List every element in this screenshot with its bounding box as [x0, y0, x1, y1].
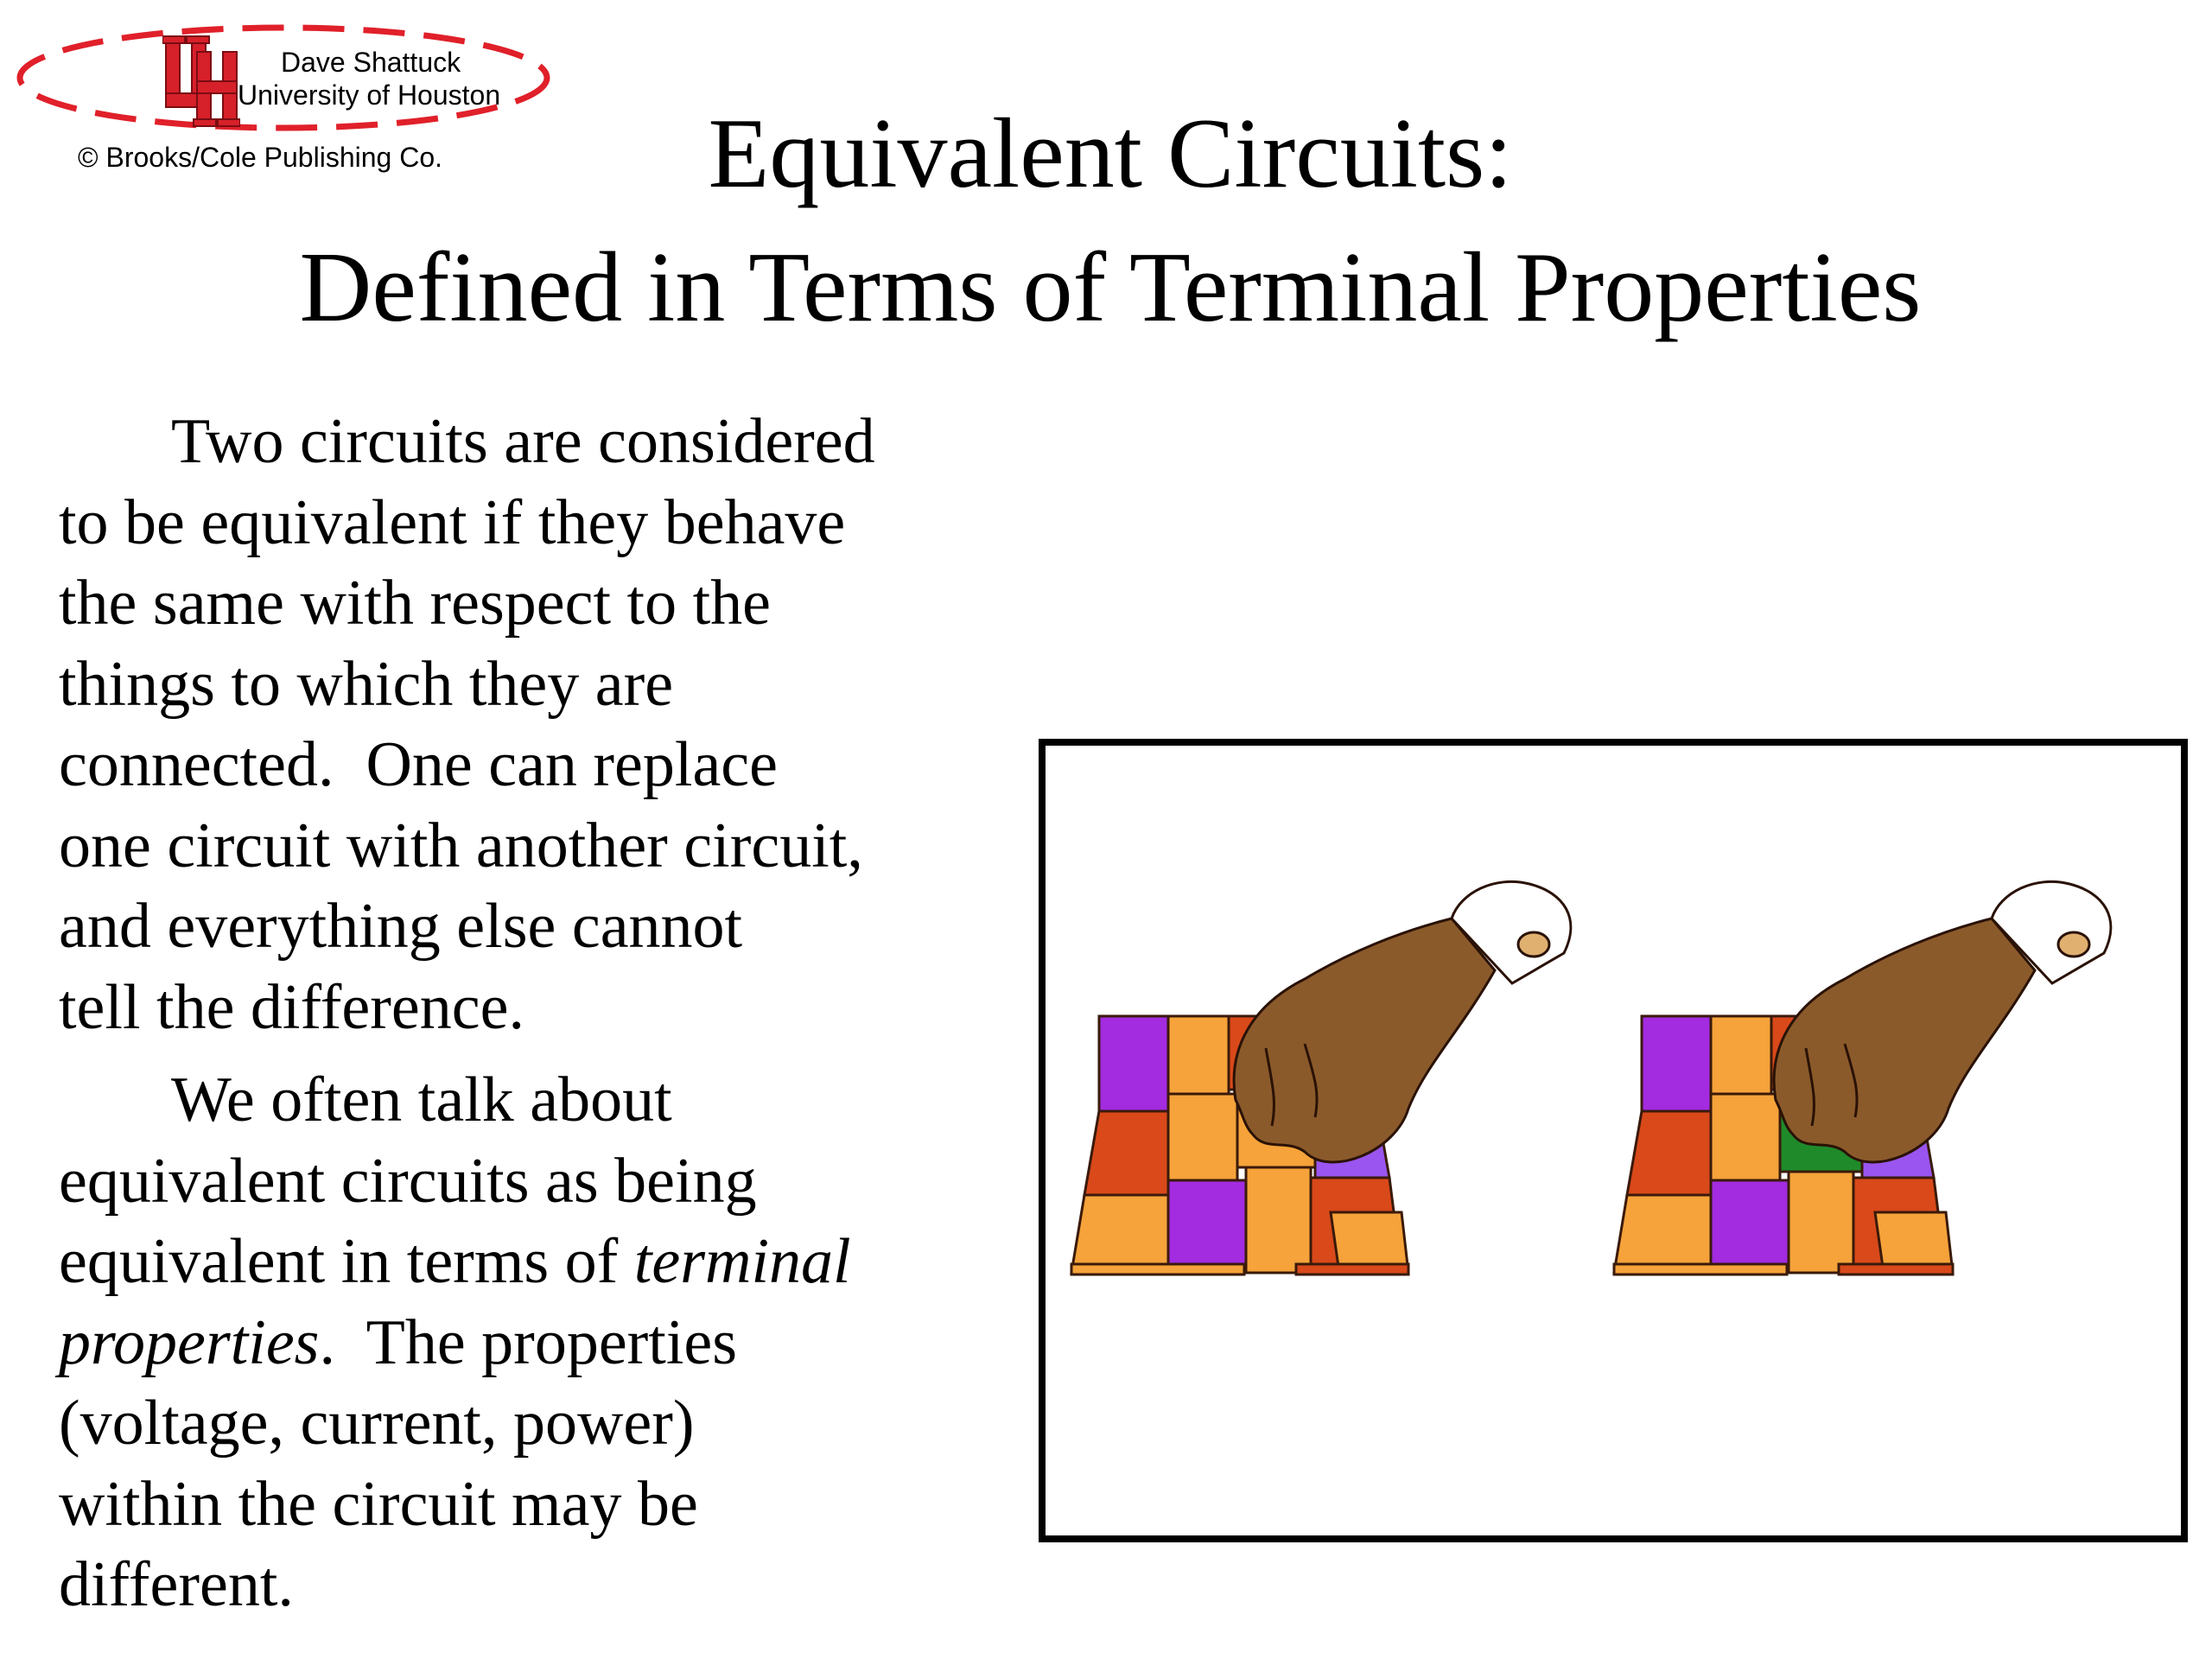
p1-line-7: and everything else cannot — [59, 891, 743, 962]
p2-line-3 — [59, 1226, 851, 1297]
p2-line-3-text: equivalent in terms of — [59, 1226, 634, 1297]
slide-title-line-2: Defined in Terms of Terminal Properties — [299, 232, 1922, 343]
publisher-credit: © Brooks/Cole Publishing Co. — [78, 142, 442, 173]
paragraph-1 — [59, 402, 1027, 1048]
p1-line-2: to be equivalent if they behave — [59, 486, 846, 558]
p1-line-1: Two circuits are considered — [171, 406, 875, 477]
p1-line-8: tell the difference. — [59, 971, 524, 1043]
university-name: University of Houston — [238, 79, 501, 111]
body-text — [59, 402, 1027, 1626]
p2-line-4 — [59, 1307, 737, 1378]
p1-line-3: the same with respect to the — [59, 568, 772, 639]
p2-line-7: different. — [59, 1549, 294, 1620]
author-name: Dave Shattuck — [281, 47, 461, 78]
p2-line-4-text: . The properties — [319, 1306, 738, 1378]
p2-line-2: equivalent circuits as being — [59, 1145, 757, 1217]
p1-line-5: connected. One can replace — [59, 729, 778, 800]
p2-line-6: within the circuit may be — [59, 1468, 698, 1540]
figure-frame — [1039, 739, 2188, 1542]
paragraph-2 — [59, 1060, 1027, 1626]
p1-line-4: things to which they are — [59, 648, 674, 720]
p1-line-6: one circuit with another circuit, — [59, 810, 863, 881]
properties-emphasis: properties — [59, 1306, 320, 1378]
p2-line-5: (voltage, current, power) — [59, 1388, 695, 1459]
puzzle-hand-replacement-illustration — [1046, 746, 2181, 1535]
slide-title-line-1: Equivalent Circuits: — [708, 99, 1513, 209]
terminal-emphasis: terminal — [633, 1226, 851, 1297]
right-hand — [1774, 881, 2111, 1162]
p2-line-1: We often talk about — [171, 1065, 672, 1135]
left-hand — [1234, 881, 1571, 1162]
